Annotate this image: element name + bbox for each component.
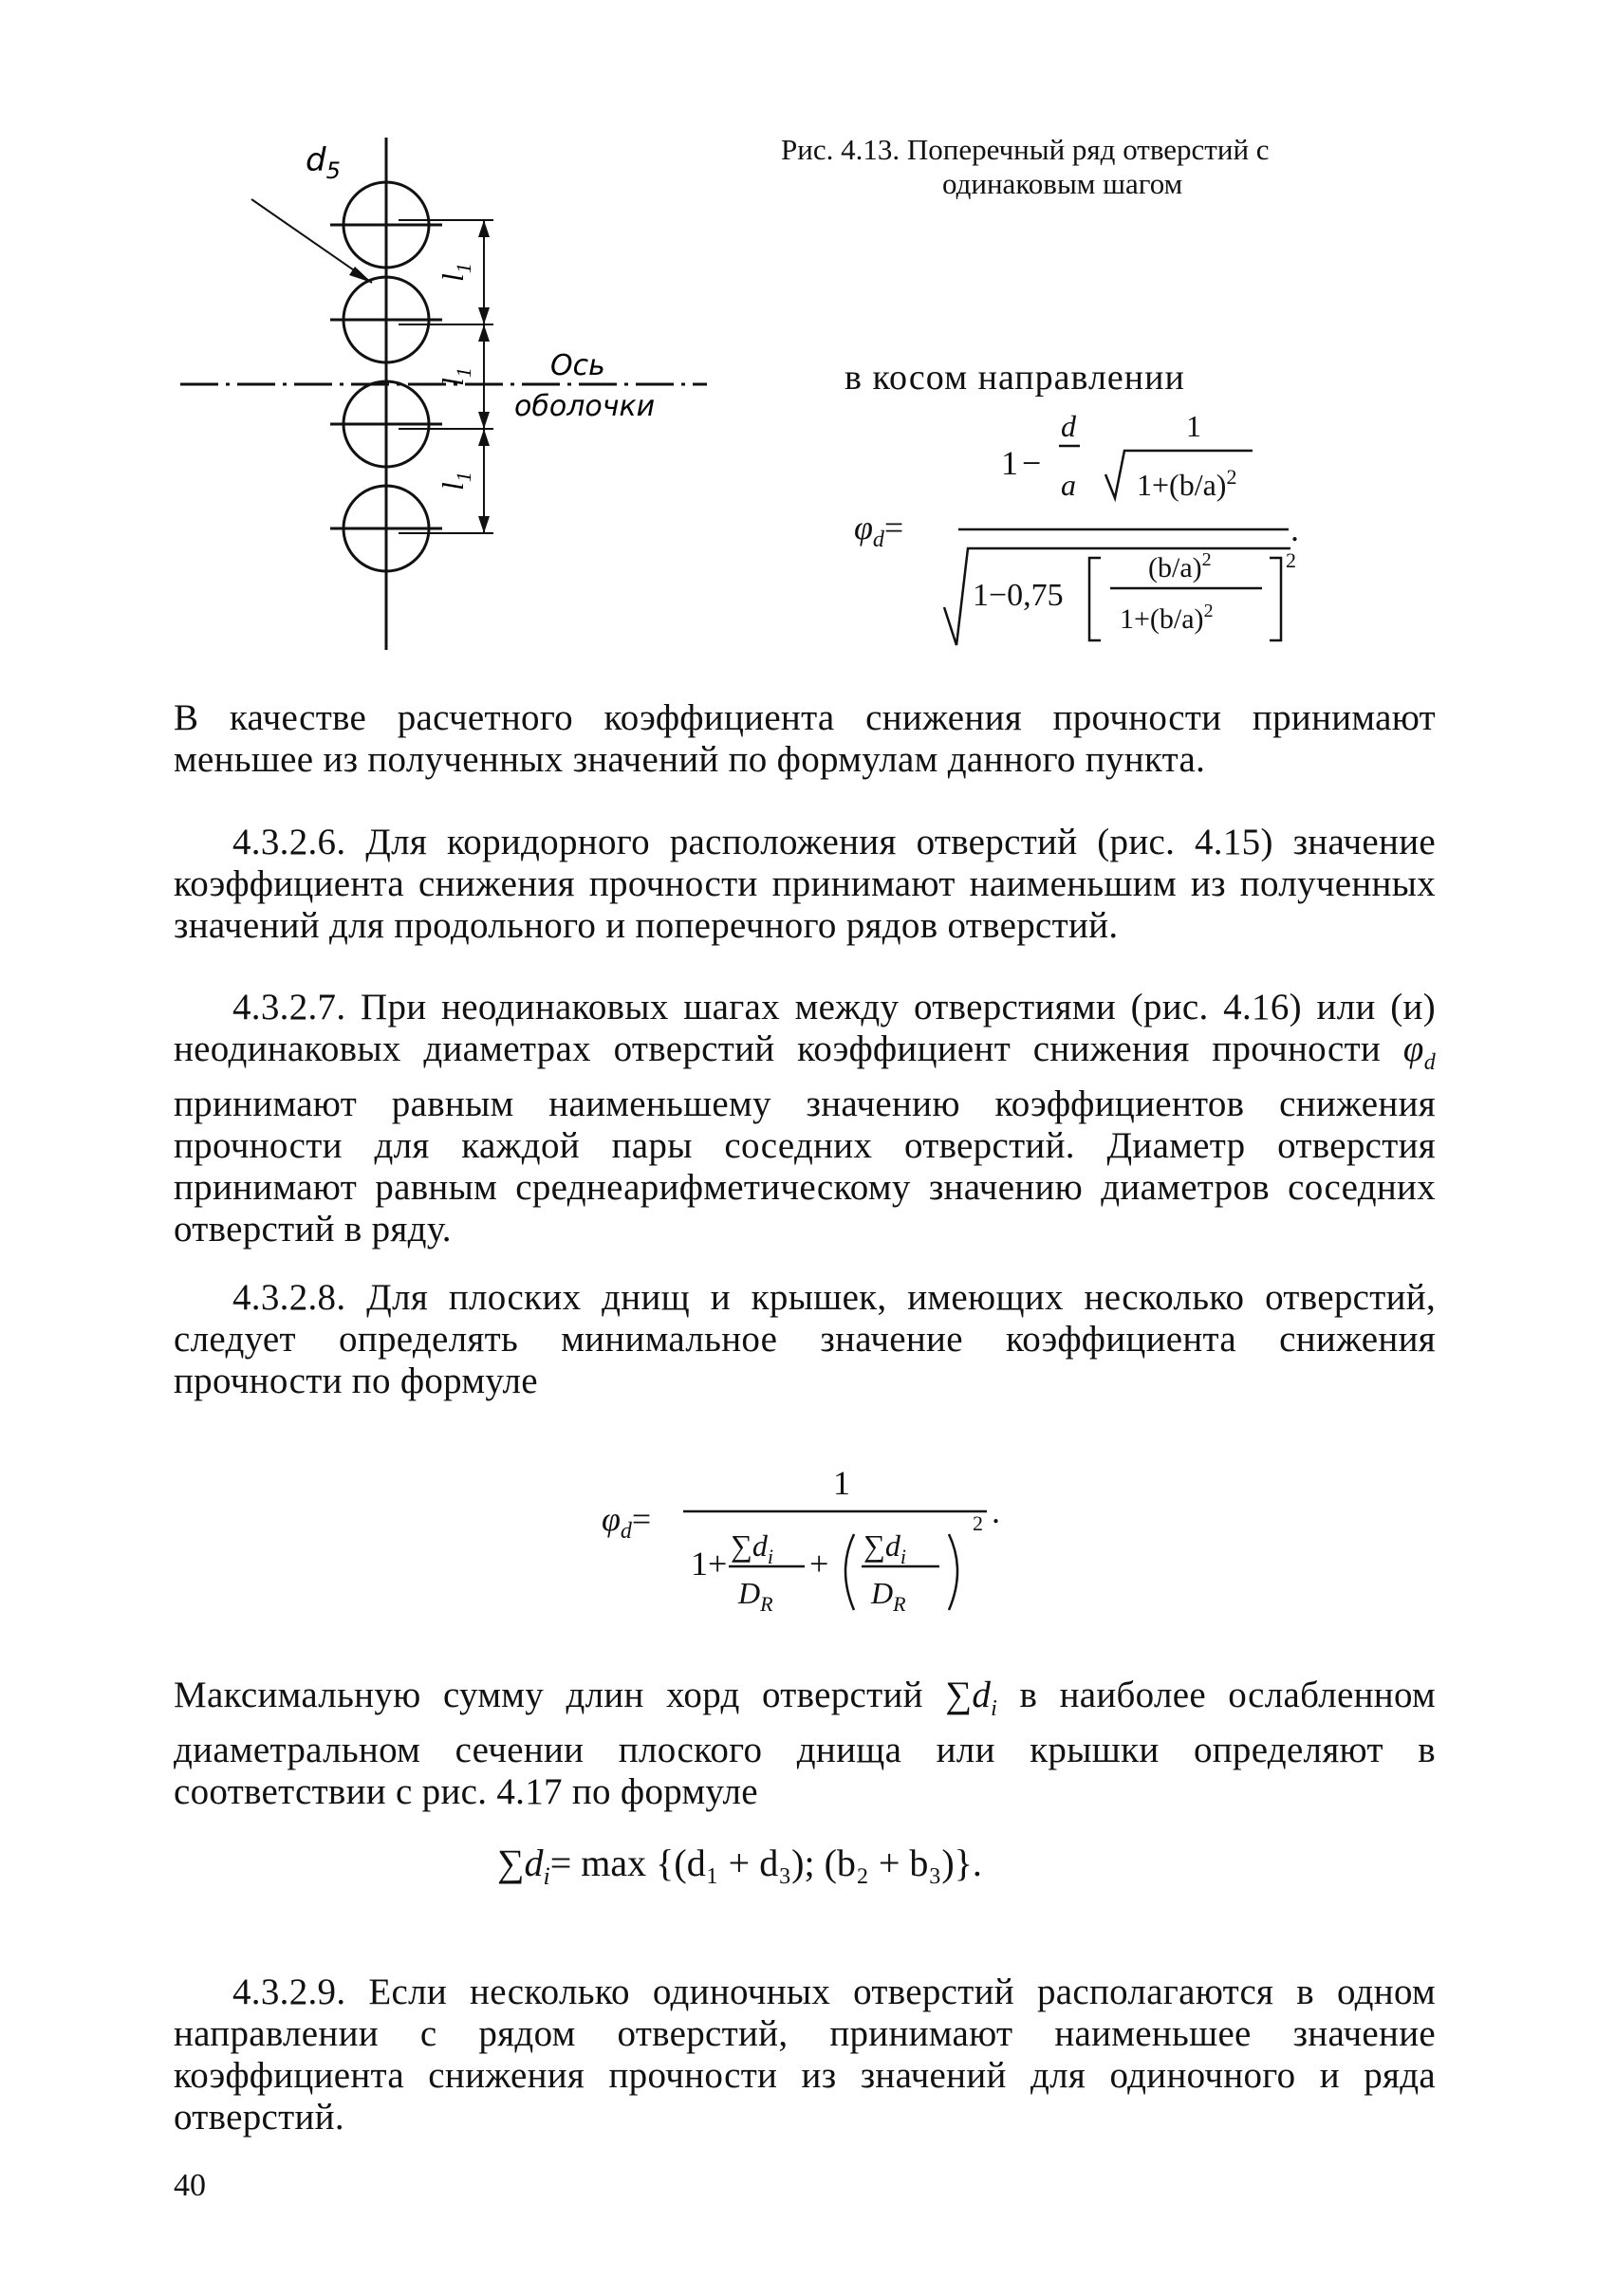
svg-text:1: 1 bbox=[833, 1464, 850, 1502]
svg-text:∑di: $\sum d_i$ bbox=[731, 1528, 773, 1568]
caption-line2: одинаковым шагом bbox=[942, 167, 1183, 200]
diameter-label: $d_5$ bbox=[306, 141, 341, 184]
svg-text:2: 2 bbox=[973, 1511, 983, 1535]
svg-text:2: 2 bbox=[1286, 548, 1296, 572]
svg-text:.: . bbox=[1290, 510, 1299, 548]
axis-label-line2: оболочки bbox=[514, 390, 656, 423]
svg-text:DR: $D_R$ bbox=[871, 1576, 906, 1616]
page-number: 40 bbox=[174, 2168, 206, 2203]
svg-text:∑di: $\sum d_i$ bbox=[863, 1528, 906, 1568]
svg-text:d: d bbox=[1061, 409, 1076, 443]
svg-text:1−: 1 − bbox=[1001, 444, 1042, 482]
svg-text:1+: 1+ bbox=[691, 1545, 728, 1583]
p5-part-a: Максимальную сумму длин хорд отверстий bbox=[174, 1675, 946, 1715]
svg-text:(b/a)2: $(b/a)^2$ bbox=[1148, 549, 1212, 583]
axis-label-line1: Ось bbox=[550, 349, 605, 382]
formula-flat-heads bbox=[588, 1456, 1082, 1618]
paragraph-max-sum bbox=[174, 1675, 1436, 1813]
paragraph-4-3-2-6: 4.3.2.6. Для коридорного расположения отверстий (рис. 4.15) значение коэффициента снижения прочности принимают наименьшим из полученных значений для продольного и поперечного рядов отверстий. bbox=[174, 822, 1436, 946]
svg-text:.: . bbox=[992, 1492, 1000, 1530]
svg-text:1−0,75: 1−0,75 bbox=[973, 578, 1064, 613]
paragraph-4-3-2-9: 4.3.2.9. Если несколько одиночных отверстий располагаются в одном направлении с рядом отверстий, принимают наименьшее значение коэффициента снижения прочности из значений для одиночного и ряда отверстий. bbox=[174, 1972, 1436, 2138]
figure-caption bbox=[781, 133, 1445, 201]
svg-text:φd=: $\varphi_d=$ bbox=[602, 1500, 652, 1544]
phi-d-inline: $\varphi_d$ bbox=[1402, 1028, 1436, 1075]
svg-text:1+(b/a)2: $1+(b/a)^2$ bbox=[1120, 601, 1214, 635]
svg-text:l1: $l_1$ bbox=[436, 472, 475, 491]
formula-intro: в косом направлении bbox=[845, 358, 1185, 398]
sum-di-inline: $\sum d_i$ bbox=[945, 1675, 998, 1721]
svg-text:1+(b/a)2: $1+(b/a)^2$ bbox=[1137, 465, 1237, 502]
svg-text:DR: $D_R$ bbox=[738, 1576, 773, 1616]
svg-text:l1: $l_1$ bbox=[436, 367, 475, 386]
formula-oblique-direction bbox=[835, 408, 1404, 655]
figure-4-13 bbox=[171, 133, 740, 664]
caption-line1: Рис. 4.13. Поперечный ряд отверстий с bbox=[781, 133, 1270, 166]
svg-text:1: 1 bbox=[1186, 409, 1201, 443]
p3-part-b: принимают равным наименьшему значению коэффициентов снижения прочности для каждой пары соседних отверстий. Диаметр отверстия принимают равным среднеарифметическому значению диаметров соседних отверстий в ряду. bbox=[174, 1083, 1436, 1250]
svg-text:φd=: $\varphi_d=$ bbox=[854, 509, 904, 552]
svg-text:a: a bbox=[1061, 468, 1076, 502]
paragraph-1: В качестве расчетного коэффициента снижения прочности принимают меньшее из полученных значений по формулам данного пункта. bbox=[174, 697, 1436, 780]
formula-sum-chords: $\sum d_i= \max \{(d_1 + d_3)$; (b₂ + b₃)}. bbox=[497, 1842, 982, 1890]
pitch-labels bbox=[436, 263, 475, 491]
paragraph-4-3-2-7 bbox=[174, 987, 1436, 1250]
svg-text:l1: $l_1$ bbox=[436, 263, 475, 282]
p3-part-a: 4.3.2.7. При неодинаковых шагах между отверстиями (рис. 4.16) или (и) неодинаковых диаметрах отверстий коэффициент снижения прочности bbox=[174, 987, 1436, 1069]
paragraph-4-3-2-8: 4.3.2.8. Для плоских днищ и крышек, имеющих несколько отверстий, следует определять минимальное значение коэффициента снижения прочности по формуле bbox=[174, 1277, 1436, 1401]
p5-part-b: в наиболее ослабленном диаметральном сечении плоского днища или крышки определяют в соответствии с рис. 4.17 по формуле bbox=[174, 1675, 1436, 1812]
svg-text:+: + bbox=[809, 1545, 829, 1583]
